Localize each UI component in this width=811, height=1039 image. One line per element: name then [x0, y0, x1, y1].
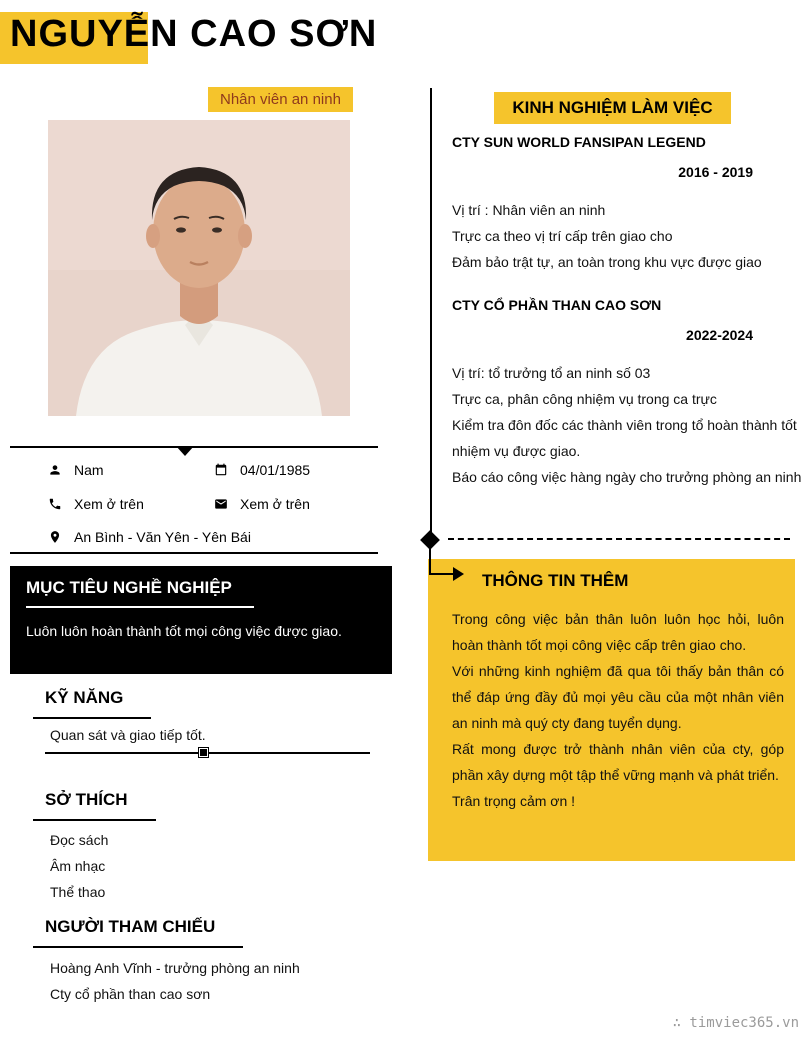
arrow-right-icon — [453, 567, 464, 581]
job-detail-line: Vị trí : Nhân viên an ninh — [452, 202, 606, 218]
job-detail-line: Trực ca theo vị trí cấp trên giao cho — [452, 228, 673, 244]
job-details — [452, 360, 802, 490]
additional-info-heading: THÔNG TIN THÊM — [482, 571, 629, 590]
contact-dob — [214, 462, 310, 478]
hobby-item: Âm nhạc — [50, 858, 106, 874]
contact-phone — [48, 496, 144, 512]
job-detail-line: Đảm bảo trật tự, an toàn trong khu vực được giao — [452, 254, 762, 270]
reference-line: Hoàng Anh Vĩnh - trưởng phòng an ninh — [50, 960, 300, 976]
profile-photo-image — [48, 120, 350, 416]
contact-email — [214, 496, 310, 512]
additional-info-paragraph: Trong công việc bản thân luôn luôn học hỏi, luôn hoàn thành tốt mọi công việc cấp trên giao cho. — [452, 611, 784, 653]
job-details — [452, 197, 802, 275]
hobby-item: Đọc sách — [50, 832, 109, 848]
contact-email-value: Xem ở trên — [240, 496, 310, 512]
experience-heading: KINH NGHIỆM LÀM VIỆC — [494, 92, 730, 124]
user-icon — [48, 463, 62, 477]
connector-line-horizontal — [429, 573, 455, 575]
contact-phone-value: Xem ở trên — [74, 496, 144, 512]
contact-address-value: An Bình - Văn Yên - Yên Bái — [74, 529, 251, 545]
hobbies-list — [50, 827, 108, 905]
location-icon — [48, 530, 62, 544]
hobby-item: Thể thao — [50, 884, 106, 900]
job-company: CTY CỔ PHẦN THAN CAO SƠN — [452, 297, 662, 313]
job-detail-line: Báo cáo công việc hàng ngày cho trưởng phòng an ninh — [452, 469, 802, 485]
divider-line-top — [10, 446, 378, 448]
experience-heading-wrap — [430, 92, 795, 124]
contact-gender — [48, 462, 104, 478]
job-period: 2016 - 2019 — [678, 164, 753, 180]
column-divider-line — [430, 88, 432, 540]
skills-heading: KỸ NĂNG — [33, 688, 151, 719]
divider-line-contact — [10, 552, 378, 554]
job-company: CTY SUN WORLD FANSIPAN LEGEND — [452, 134, 706, 150]
reference-line: Cty cổ phần than cao sơn — [50, 986, 211, 1002]
triangle-marker-icon — [176, 446, 194, 456]
calendar-icon — [214, 463, 228, 477]
contact-dob-value: 04/01/1985 — [240, 462, 311, 478]
skill-label: Quan sát và giao tiếp tốt. — [50, 727, 206, 743]
objective-section — [10, 566, 392, 674]
additional-info-paragraph: Trân trọng cảm ơn ! — [452, 793, 576, 809]
job-period: 2022-2024 — [686, 327, 753, 343]
job-title-badge: Nhân viên an ninh — [208, 87, 353, 112]
contact-address — [48, 529, 251, 545]
profile-photo — [48, 120, 350, 416]
email-icon — [214, 497, 228, 511]
objective-text: Luôn luôn hoàn thành tốt mọi công việc được giao. — [26, 623, 342, 639]
dashed-separator-line — [448, 538, 790, 540]
references-list — [50, 955, 300, 1007]
job-detail-line: Trực ca, phân công nhiệm vụ trong ca trực — [452, 391, 717, 407]
candidate-name: NGUYỄN CAO SƠN — [10, 13, 378, 55]
references-heading: NGƯỜI THAM CHIẾU — [33, 917, 243, 948]
hobbies-heading: SỞ THÍCH — [33, 790, 156, 821]
connector-line-vertical — [429, 547, 431, 575]
phone-icon — [48, 497, 62, 511]
site-watermark: ∴ timviec365.vn — [672, 1015, 799, 1031]
additional-info-paragraph: Rất mong được trở thành nhân viên của cty, góp phần xây dựng một tập thể vững mạnh và phát triển. — [452, 741, 784, 783]
additional-info-paragraph: Với những kinh nghiệm đã qua tôi thấy bản thân có thể đáp ứng đầy đủ mọi yêu cầu của một nhân viên an ninh mà quý cty đang tuyển dụng. — [452, 663, 784, 731]
objective-heading: MỤC TIÊU NGHỀ NGHIỆP — [26, 578, 254, 608]
additional-info-text — [452, 606, 784, 814]
job-detail-line: Vị trí: tổ trưởng tổ an ninh số 03 — [452, 365, 651, 381]
contact-gender-value: Nam — [74, 462, 104, 478]
job-detail-line: Kiểm tra đôn đốc các thành viên trong tổ hoàn thành tốt nhiệm vụ được giao. — [452, 417, 797, 459]
skill-level-marker — [199, 748, 208, 757]
